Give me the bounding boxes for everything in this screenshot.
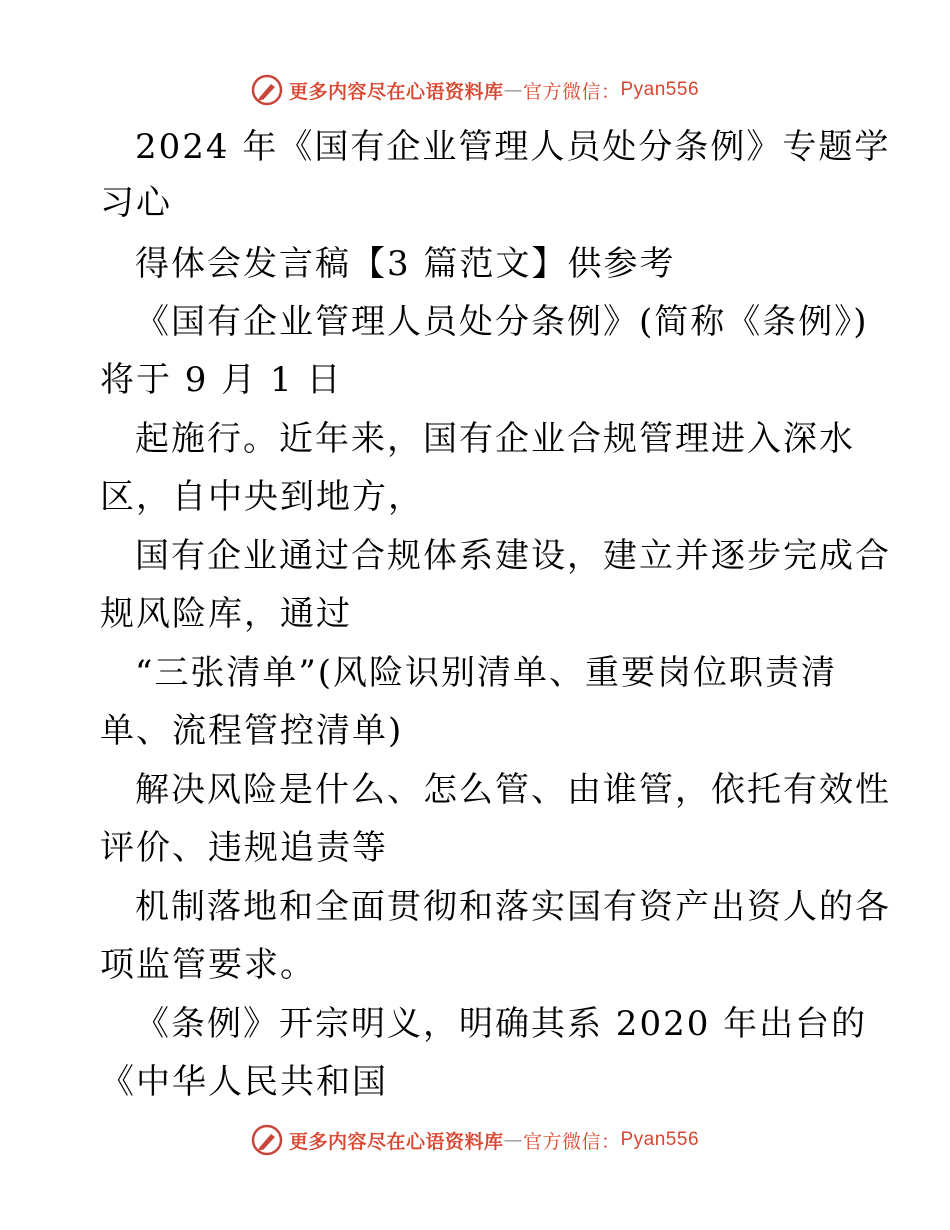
header-banner	[0, 70, 950, 110]
text-line: 《条例》开宗明义，明确其系 2020 年出台的	[135, 1004, 868, 1044]
text-line: 《中华人民共和国	[100, 1062, 388, 1102]
text-line: 起施行。近年来，国有企业合规管理进入深水	[135, 419, 855, 459]
banner-separator: —	[503, 79, 523, 101]
banner-wechat-label: 官方微信：	[522, 1130, 621, 1153]
text-line: 区，自中央到地方，	[100, 477, 424, 517]
text-line: 评价、违规追责等	[100, 828, 388, 868]
text-line: 国有企业通过合规体系建设，建立并逐步完成合	[135, 536, 891, 576]
text-line: 项监管要求。	[100, 945, 316, 985]
banner-wechat-id: Pyan556	[620, 1129, 700, 1150]
pen-logo-icon	[251, 1124, 283, 1156]
footer-banner	[0, 1120, 950, 1160]
text-line: 规风险库，通过	[100, 594, 352, 634]
banner-wechat-id: Pyan556	[620, 79, 700, 100]
text-line: 《国有企业管理人员处分条例》(简称《条例》)	[135, 302, 869, 342]
text-line: 将于 9 月 1 日	[100, 360, 343, 400]
banner-separator: —	[503, 1129, 523, 1151]
text-line: 机制落地和全面贯彻和落实国有资产出资人的各	[135, 887, 891, 927]
banner-main-text: 更多内容尽在心语资料库	[288, 1130, 504, 1153]
banner-main-text: 更多内容尽在心语资料库	[288, 80, 504, 103]
pen-logo-icon	[251, 74, 283, 106]
text-line: “三张清单”(风险识别清单、重要岗位职责清	[135, 653, 838, 693]
banner-wechat-label: 官方微信：	[522, 80, 621, 103]
text-line: 单、流程管控清单)	[100, 711, 404, 751]
text-line: 2024 年《国有企业管理人员处分条例》专题学	[135, 127, 891, 167]
text-line: 解决风险是什么、怎么管、由谁管，依托有效性	[135, 770, 891, 810]
text-line: 得体会发言稿【3 篇范文】供参考	[135, 244, 676, 284]
text-line: 习心	[100, 183, 172, 223]
